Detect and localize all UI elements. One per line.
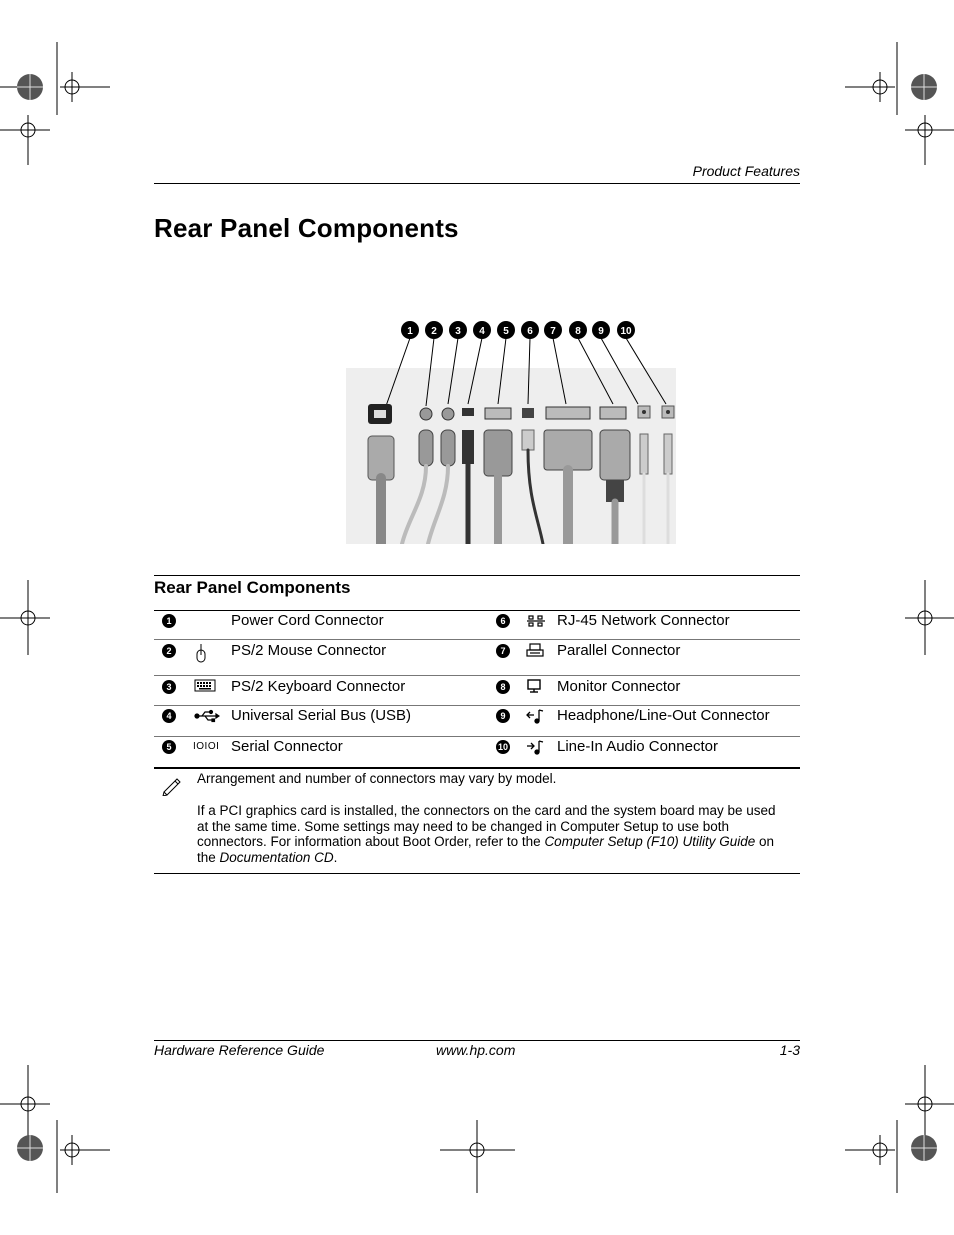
connector-label: Parallel Connector — [557, 642, 681, 659]
connector-label: PS/2 Mouse Connector — [231, 642, 387, 659]
network-icon — [526, 614, 548, 630]
footer-page-number: 1-3 — [779, 1042, 800, 1058]
row-number: 9 — [496, 709, 510, 723]
note-text: If a PCI graphics card is installed, the connectors on the card and the system board may be used at the same time. Some settings may need to be changed in Computer Setup to use both connectors. For information about Boot Order, refer to the — [197, 803, 776, 849]
row-number: 10 — [497, 742, 508, 752]
pencil-icon — [160, 774, 184, 796]
table-title: Rear Panel Components — [154, 578, 351, 597]
connector-label: PS/2 Keyboard Connector — [231, 678, 406, 695]
callout-label: 6 — [527, 326, 533, 337]
connector-label: Universal Serial Bus (USB) — [231, 707, 412, 724]
callout-label: 1 — [407, 326, 413, 337]
row-number: 8 — [496, 680, 510, 694]
note-text: on the — [197, 834, 775, 865]
table-bottom-rule — [154, 767, 800, 769]
table-header-rule — [154, 610, 800, 611]
row-divider — [154, 639, 800, 640]
connector-label: Power Cord Connector — [231, 612, 384, 629]
callout-label: 4 — [479, 326, 485, 337]
line-in-icon — [526, 739, 548, 755]
power-icon — [194, 614, 216, 630]
headphone-out-icon — [526, 708, 548, 724]
note-line-1: Arrangement and number of connectors may vary by model. — [197, 771, 557, 786]
callout-label: 2 — [431, 326, 437, 337]
row-number: 7 — [496, 644, 510, 658]
keyboard-icon — [194, 679, 216, 695]
connector-label: Line-In Audio Connector — [557, 738, 718, 755]
rear-panel-figure — [338, 318, 678, 544]
callout-label: 8 — [575, 326, 581, 337]
mouse-icon — [194, 643, 216, 659]
footer-rule — [154, 1040, 800, 1041]
row-divider — [154, 736, 800, 737]
row-number: 4 — [162, 709, 176, 723]
note-text: . — [333, 849, 338, 865]
page-title: Rear Panel Components — [154, 213, 459, 243]
footer-doc-title: Hardware Reference Guide — [154, 1042, 325, 1058]
callout-label: 10 — [620, 326, 632, 337]
callout-label: 3 — [455, 326, 461, 337]
row-number: 6 — [496, 614, 510, 628]
row-number: 3 — [162, 680, 176, 694]
usb-icon — [194, 709, 216, 725]
connector-label: RJ-45 Network Connector — [557, 612, 730, 629]
rear-panel-illustration — [338, 318, 678, 544]
row-number: 5 — [162, 740, 176, 754]
callout-label: 5 — [503, 326, 509, 337]
callout-label: 9 — [598, 326, 604, 337]
monitor-icon — [526, 679, 548, 695]
connector-label: Serial Connector — [231, 738, 343, 755]
row-divider — [154, 705, 800, 706]
connector-label: Monitor Connector — [557, 678, 681, 695]
callout-label: 7 — [550, 326, 556, 337]
printer-icon — [526, 643, 548, 659]
note-bottom-rule — [154, 873, 800, 874]
row-divider — [154, 675, 800, 676]
running-head: Product Features — [692, 163, 800, 179]
connector-label: Headphone/Line-Out Connector — [557, 707, 770, 724]
note-paragraph-2 — [197, 803, 777, 865]
row-number: 1 — [162, 614, 176, 628]
row-number: 2 — [162, 644, 176, 658]
header-rule — [154, 183, 800, 184]
footer-url: www.hp.com — [436, 1042, 516, 1058]
documentation-cd-title: Documentation CD — [219, 849, 334, 865]
serial-icon: IOIOI — [193, 741, 220, 752]
utility-guide-title: Computer Setup (F10) Utility Guide — [544, 834, 756, 849]
table-top-rule — [154, 575, 800, 576]
